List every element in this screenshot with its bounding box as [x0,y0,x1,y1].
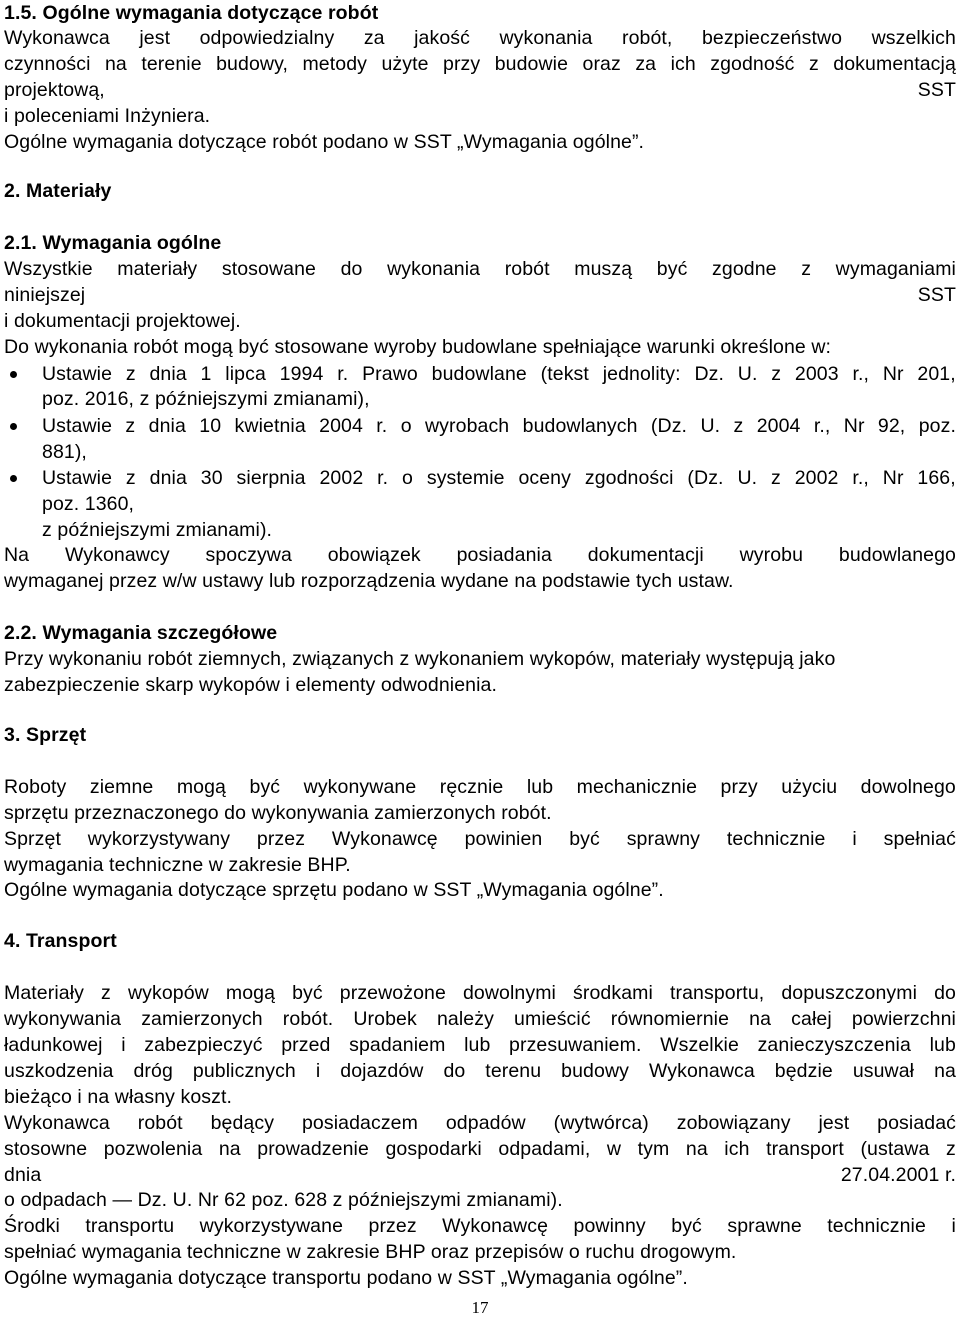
paragraph-line [4,1058,956,1084]
section-heading-4: 4. Transport [4,930,117,952]
word: Środki [4,1215,60,1237]
word: metody [302,53,367,75]
word: (ustawa [860,1138,930,1160]
word: wykonania [387,258,481,280]
paragraph-line [4,77,956,103]
word: 1994 [279,363,324,385]
word: zgodność [710,53,795,75]
paragraph-line [4,980,956,1006]
word: mogą [176,776,227,798]
paragraph-line: Ogólne wymagania dotyczące sprzętu podano w SST „Wymagania ogólne”. [4,879,664,901]
word: pozwolenia [103,1138,203,1160]
word: 2002 [794,467,839,489]
word: oceny [518,467,571,489]
paragraph-line: wymagania techniczne w zakresie BHP. [4,854,351,876]
section-heading-2-1: 2.1. Wymagania ogólne [4,232,222,254]
paragraph-line: i dokumentacji projektowej. [4,310,241,332]
word: posiadaczem [301,1112,418,1134]
word: prowadzenie [257,1138,369,1160]
word: dojazdów [340,1060,424,1082]
paragraph-line: i poleceniami Inżyniera. [4,105,211,127]
word: przy [443,53,481,75]
word: być [656,258,688,280]
word: niniejszej [4,284,86,306]
word: dopuszczonymi [781,982,918,1004]
word: przy [720,776,758,798]
word: spełniać [883,828,956,850]
word: r. [377,467,389,489]
word: SST [917,284,956,306]
word: 2002 [319,467,364,489]
word: terenie [141,53,202,75]
paragraph-line: bieżąco i na własny koszt. [4,1086,233,1108]
word: 27.04.2001 r. [840,1164,956,1186]
word: publicznych [192,1060,296,1082]
word: ładunkowej [4,1034,103,1056]
paragraph-line [4,542,956,568]
word: na [104,53,127,75]
word: wykonywane [303,776,417,798]
word: (tekst [540,363,589,385]
word: przez [256,828,306,850]
word: SST [917,79,956,101]
word: z [771,363,782,385]
paragraph-line: o odpadach — Dz. U. Nr 62 poz. 628 z późniejszymi zmianami). [4,1189,563,1211]
word: Wykonawcę [442,1215,549,1237]
word: stosowne [4,1138,88,1160]
word: robót [137,1112,183,1134]
word: umieścić [514,1008,591,1030]
word: Nr [882,363,904,385]
paragraph-line [4,1162,956,1188]
word: materiały [117,258,198,280]
word: U. [737,363,758,385]
word: r. [376,415,388,437]
word: sprawny [626,828,700,850]
word: Sprzęt [4,828,61,850]
word: wykonywania [4,1008,122,1030]
bullet-item [42,361,956,387]
paragraph-line [4,1006,956,1032]
word: zanieczyszczenia [757,1034,911,1056]
word: sierpnia [236,467,306,489]
section-heading-2: 2. Materiały [4,180,112,202]
word: dowolnymi [462,982,556,1004]
word: być [292,982,323,1004]
word: przed [281,1034,331,1056]
word: i [852,828,857,850]
word: wyrobach [425,415,510,437]
word: do [934,982,956,1004]
word: na [749,1008,772,1030]
paragraph-line: Ogólne wymagania dotyczące transportu podano w SST „Wymagania ogólne”. [4,1267,688,1289]
word: 2004 [319,415,363,437]
word: z [808,53,819,75]
word: środkami [573,982,653,1004]
word: powierzchni [851,1008,956,1030]
word: Dz. [694,363,725,385]
word: użyciu [781,776,838,798]
word: w [606,1138,622,1160]
word: z [801,258,812,280]
word: robót [504,258,550,280]
word: kwietnia [234,415,306,437]
word: r., [852,467,869,489]
word: Ustawie [42,467,113,489]
word: powinien [464,828,543,850]
paragraph-line: Do wykonania robót mogą być stosowane wyroby budowlane spełniające warunki określone w: [4,336,832,358]
word: oraz [582,53,621,75]
word: z [125,467,136,489]
word: r., [852,363,870,385]
word: stosowane [221,258,316,280]
word: (Dz. [650,415,688,437]
word: 92, [877,415,906,437]
word: bezpieczeństwo [701,27,843,49]
paragraph-line [4,25,956,51]
word: Wszelkie [660,1034,739,1056]
paragraph-line [4,1213,956,1239]
word: usuwał [852,1060,915,1082]
word: Ustawie [42,363,113,385]
word: z [125,415,136,437]
word: tym [637,1138,670,1160]
word: lipca [225,363,266,385]
word: powinny [573,1215,646,1237]
paragraph-line: Ogólne wymagania dotyczące robót podano w SST „Wymagania ogólne”. [4,131,645,153]
word: wykorzystywane [199,1215,344,1237]
word: z [733,415,744,437]
paragraph-line [4,1032,956,1058]
word: ich [670,53,696,75]
word: wyrobu [739,544,804,566]
word: być [249,776,281,798]
word: do [340,258,363,280]
word: Prawo [362,363,418,385]
word: na [934,1060,956,1082]
word: wykopów [127,982,209,1004]
word: za [363,27,385,49]
word: Nr [882,467,904,489]
word: zabezpieczyć [144,1034,263,1056]
word: budowlanych [522,415,638,437]
word: lub [526,776,554,798]
word: jest [818,1112,850,1134]
bullet-item [42,465,956,491]
word: będący [210,1112,275,1134]
word: budowy [561,1060,629,1082]
word: Wykonawca [4,1112,110,1134]
bullet-item-continuation: poz. 1360, [42,493,135,515]
word: należy [436,1008,494,1030]
word: Wykonawcę [331,828,438,850]
word: lub [464,1034,491,1056]
word: spoczywa [205,544,292,566]
word: wymaganiami [835,258,956,280]
paragraph-line: spełniać wymagania techniczne w zakresie BHP oraz przepisów o ruchu drogowym. [4,1241,737,1263]
word: 2004 [756,415,801,437]
word: przesuwaniem. [509,1034,642,1056]
word: technicznie [726,828,826,850]
word: ziemne [89,776,154,798]
word: z [945,1138,956,1160]
bullet-item-continuation: z późniejszymi zmianami). [42,519,273,541]
word: dnia [149,363,187,385]
word: dnia [4,1164,42,1186]
paragraph-line [4,51,956,77]
word: r., [813,415,831,437]
word: 30 [200,467,223,489]
word: budowy, [216,53,288,75]
word: dowolnego [860,776,956,798]
word: budowlanego [838,544,956,566]
word: i [951,1215,956,1237]
word: za [635,53,657,75]
bullet-item [42,413,956,439]
word: spadaniem [349,1034,446,1056]
word: jest [139,27,171,49]
word: Ustawie [42,415,113,437]
word: budowie [494,53,569,75]
word: odpowiedzialny [199,27,335,49]
word: dnia [148,415,186,437]
word: z [101,982,111,1004]
word: wykonania [499,27,593,49]
word: wykorzystywany [87,828,231,850]
word: użyte [381,53,429,75]
word: z [771,467,781,489]
word: o [402,467,413,489]
word: ręcznie [439,776,504,798]
word: na [218,1138,241,1160]
word: całej [791,1008,832,1030]
word: zgodne [712,258,777,280]
word: ich [724,1138,750,1160]
word: projektową, [4,79,105,101]
word: być [671,1215,702,1237]
paragraph-line: Przy wykonaniu robót ziemnych, związanych z wykonaniem wykopów, materiały występują jako [4,648,836,670]
word: przez [368,1215,417,1237]
word: zamierzonych [141,1008,263,1030]
word: jednolity: [602,363,681,385]
word: gospodarki [385,1138,482,1160]
paragraph-line [4,282,956,308]
word: na [685,1138,708,1160]
paragraph-line: wymaganej przez w/w ustawy lub rozporządzenia wydane na podstawie tych ustaw. [4,570,734,592]
word: i [121,1034,126,1056]
page-number: 17 [471,1298,489,1317]
word: robót, [621,27,673,49]
word: dokumentacją [833,53,956,75]
word: r. [337,363,349,385]
bullet-icon [10,371,17,378]
paragraph-line [4,1110,956,1136]
word: i [315,1060,321,1082]
word: Na [4,544,30,566]
bullet-icon [10,423,17,430]
word: dokumentacji [587,544,704,566]
word: Nr [843,415,865,437]
word: jakość [414,27,470,49]
word: równomiernie [610,1008,730,1030]
word: transportu [85,1215,175,1237]
word: Wszystkie [4,258,93,280]
word: posiadania [456,544,552,566]
bullet-icon [10,475,17,482]
word: Roboty [4,776,67,798]
word: Materiały [4,982,85,1004]
word: odpadami, [498,1138,591,1160]
word: odpadów [445,1112,526,1134]
word: być [569,828,600,850]
word: zobowiązany [676,1112,791,1134]
word: mogą [225,982,276,1004]
word: uszkodzenia [4,1060,114,1082]
word: przewożone [339,982,446,1004]
word: 2003 [794,363,839,385]
paragraph-line [4,256,956,282]
word: systemie [426,467,505,489]
word: dróg [133,1060,173,1082]
word: transportu, [669,982,765,1004]
word: Urobek [353,1008,417,1030]
word: 10 [199,415,222,437]
section-heading-2-2: 2.2. Wymagania szczegółowe [4,622,278,644]
word: mechanicznie [576,776,698,798]
word: robót. [282,1008,334,1030]
word: 201, [917,363,956,385]
word: Wykonawcy [64,544,170,566]
word: do [443,1060,466,1082]
word: zgodności [584,467,674,489]
paragraph-line [4,1136,956,1162]
word: sprawne [727,1215,802,1237]
word: terenu [485,1060,542,1082]
word: muszą [574,258,633,280]
word: (wytwórca) [553,1112,649,1134]
section-heading-3: 3. Sprzęt [4,724,87,746]
word: dnia [149,467,187,489]
bullet-item-continuation: poz. 2016, z późniejszymi zmianami), [42,388,370,410]
word: U. [700,415,721,437]
paragraph-line: sprzętu przeznaczonego do wykonywania zamierzonych robót. [4,802,552,824]
word: będzie [774,1060,833,1082]
word: poz. [918,415,956,437]
word: o [400,415,412,437]
paragraph-line [4,774,956,800]
word: wszelkich [871,27,956,49]
word: transport [766,1138,844,1160]
word: obowiązek [327,544,421,566]
paragraph-line: zabezpieczenie skarp wykopów i elementy odwodnienia. [4,674,497,696]
bullet-item-continuation: 881), [42,441,87,463]
word: Wykonawca [648,1060,755,1082]
word: lub [929,1034,956,1056]
word: U. [737,467,758,489]
word: 166, [917,467,956,489]
word: budowlane [431,363,527,385]
word: posiadać [877,1112,956,1134]
word: z [125,363,136,385]
word: technicznie [827,1215,926,1237]
paragraph-line [4,826,956,852]
word: czynności [4,53,91,75]
section-heading-1-5: 1.5. Ogólne wymagania dotyczące robót [4,2,379,24]
word: 1 [200,363,212,385]
word: Wykonawca [4,27,110,49]
word: (Dz. [687,467,724,489]
